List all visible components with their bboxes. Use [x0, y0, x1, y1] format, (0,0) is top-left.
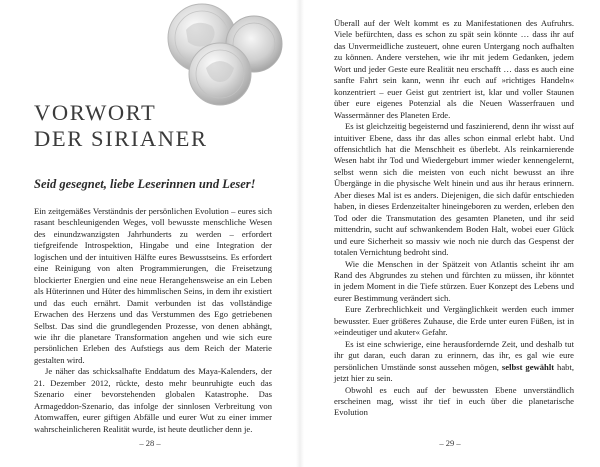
page-number-left: – 28 – — [139, 438, 161, 448]
paragraph: Obwohl es euch auf der bewussten Ebene unverständlich erscheinen mag, wisst ihr tief in euch über die planetarische Evolution — [334, 384, 574, 418]
right-body-text — [334, 18, 574, 419]
silver-coins-illustration — [150, 2, 290, 112]
paragraph-text: habt, jetzt hier zu sein. — [334, 361, 574, 384]
paragraph: Überall auf der Welt kommt es zu Manifestationen des Aufruhrs. Viele befürchten, dass es schon zu spät sein könnte … dass ihr auf das Unvermeidliche zusteuert, ohne euren Untergang noch aufhalten zu können. Andere verstehen, wie ihr mit jedem Gedanken, jedem Wort und jeder Geste eure Realität neu erschafft … dass es auch eine sanfte Fahrt sein kann, wenn ihr euch auf »richtiges Handeln« konzentriert – euer Geist gut zentriert ist, klar und voller Staunen über eure eigenes Potenzial als die Neuen Wasserfrauen und Wassermänner des Planeten Erde. — [334, 18, 574, 120]
paragraph: Je näher das schicksalhafte Enddatum des Maya-Kalenders, der 21. Dezember 2012, rückte, desto mehr beunruhigte euch das Szenario einer bevorstehenden globalen Katastrophe. Das Armageddon-Szenario, das infolge der sinnlosen Verbreitung von Atomwaffen, eurer giftigen Abfälle und eurer Wut zu einer immer wahrscheinlicheren Realität wurde, ist heute deutlicher denn je. — [34, 366, 272, 434]
chapter-heading — [34, 100, 208, 152]
right-page — [300, 0, 600, 467]
bold-emphasis: selbst gewählt — [501, 361, 555, 372]
paragraph: Es ist gleichzeitig begeisternd und faszinierend, denn ihr wisst auf intuitiver Ebene, dass ihr das alles schon einmal erlebt habt. Und offensichtlich hat die Menschheit es überlebt. Als reinkarnierende Wesen habt ihr Tod und Wiedergeburt immer wieder kennengelernt, selbst wenn sich die meisten von euch nicht bewusst an ihre Übergänge in die physische Welt hinein und aus ihr heraus erinnern. Aber dieses Mal ist es anders. Diejenigen, die sich dafür entschieden haben, in dieses Erdenzeitalter hineingeboren zu werden, erleben den Tod oder die Transmutation des gesamten Planeten, und ihr seid mittendrin, sucht auf schwankendem Boden Halt, wobei euer Glück und eure Sicherheit so massiv wie noch nie durch das Gespenst der totalen Vernichtung bedroht sind. — [334, 121, 574, 258]
paragraph-text: Es ist eine schwierige, eine herausfordernde Zeit, und deshalb tut ihr gut daran, euch daran zu erinnern, das ihr, es gal wie eure persönlichen Umstände sonst aussehen mögen, — [334, 338, 574, 372]
paragraph: Wie die Menschen in der Spätzeit von Atlantis scheint ihr am Rand des Abgrundes zu stehen und fürchten zu müssen, ihr könntet in jedem Moment in die Tiefe stürzen. Euer Konzept des Lebens und eurer Bestimmung verändert sich. — [334, 258, 574, 303]
heading-line-1: VORWORT — [34, 100, 157, 125]
paragraph — [334, 339, 574, 385]
left-body-text — [34, 206, 272, 435]
paragraph: Ein zeitgemäßes Verständnis der persönlichen Evolution – eures sich rasant beschleunigenden Weges, voll bewusste menschliche Wesen des einundzwanzigsten Jahrhunderts zu werden – erfordert tiefgreifende Introspektion, Hingabe und eine Integration der logischen und der intuitiven Hälfte eures Bewusstseins. Es erfordert eine Reinigung von alten Programmierungen, die Freisetzung blockierter Energien und eine neue Herangehensweise an ein Leben als Hüterinnen und Hüter des himmlischen Seins, in dem ihr existiert und das euch ernährt. Damit verbunden ist das vollständige Erwachen des Herzens und das Verstummen des Ego getriebenen Selbst. Das sind die grundlegenden Prozesse, von denen abhängt, wie ihr die planetare Transformation angehen und wie sich eure persönlichen Erleben des Aufstiegs aus dem Reich der Materie gestalten wird. — [34, 206, 272, 365]
heading-line-2: DER SIRIANER — [34, 126, 208, 151]
paragraph: Eure Zerbrechlichkeit und Vergänglichkeit werden euch immer bewusster. Euer größeres Zuhause, die Erde unter euren Füßen, ist in »eindeutiger und akuter« Gefahr. — [334, 304, 574, 338]
page-number-right: – 29 – — [439, 438, 461, 448]
greeting: Seid gesegnet, liebe Leserinnen und Leser! — [34, 177, 256, 191]
